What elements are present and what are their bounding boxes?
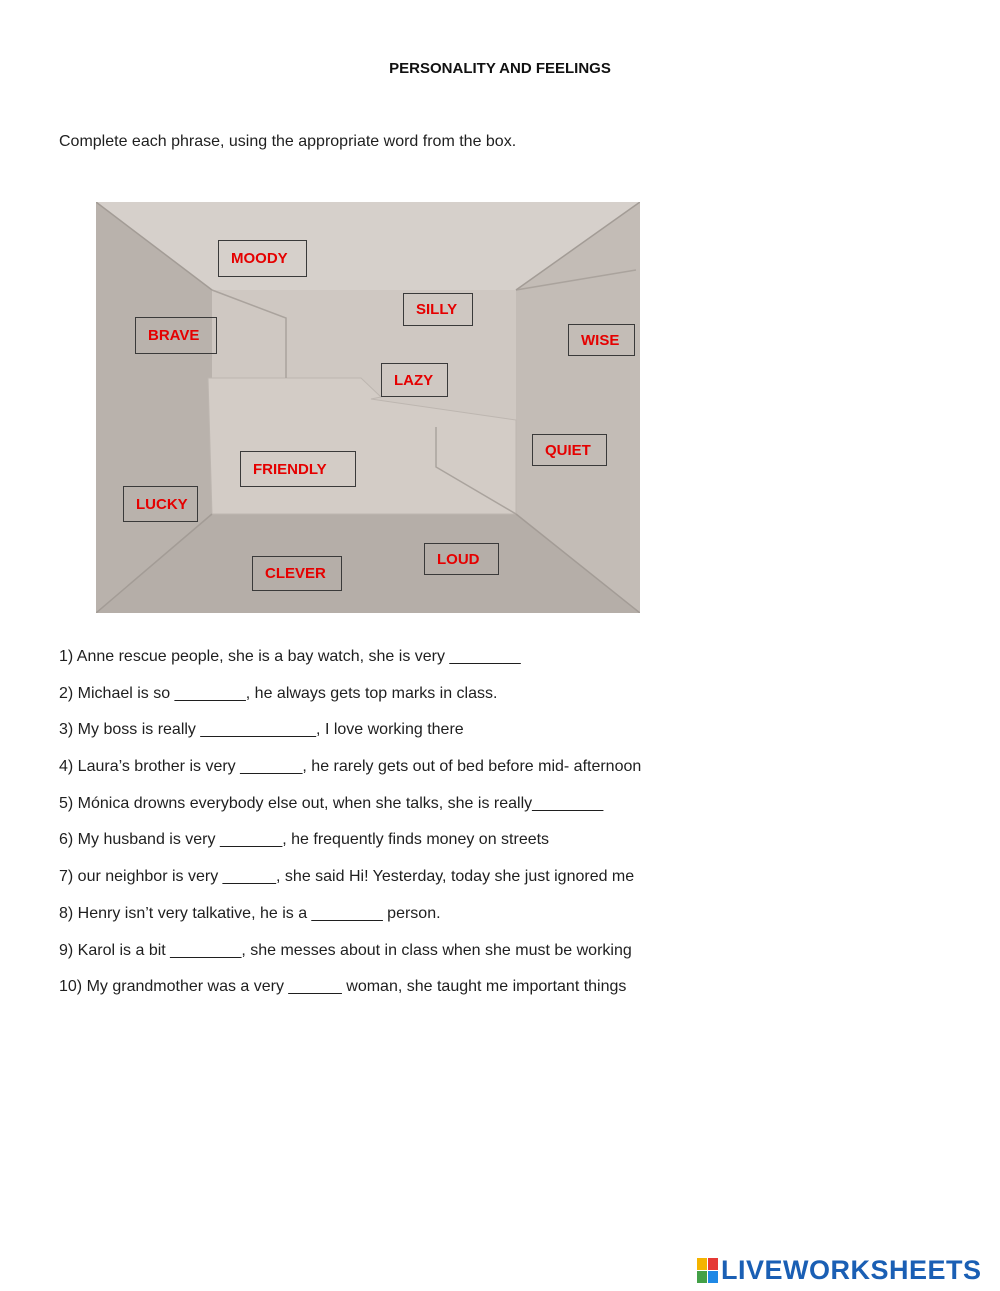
word-box <box>96 202 640 613</box>
word-moody: MOODY <box>218 240 307 277</box>
word-lucky: LUCKY <box>123 486 198 522</box>
word-brave: BRAVE <box>135 317 217 354</box>
question-list <box>59 646 641 1013</box>
logo-text: LIVEWORKSHEETS <box>721 1254 982 1285</box>
word-loud: LOUD <box>424 543 499 575</box>
question-3: 3) My boss is really _____________, I love working there <box>59 721 464 739</box>
word-wise: WISE <box>568 324 635 356</box>
question-6: 6) My husband is very _______, he frequently finds money on streets <box>59 831 550 849</box>
word-quiet: QUIET <box>532 434 607 466</box>
question-7: 7) our neighbor is very ______, she said Hi! Yesterday, today she just ignored me <box>59 868 635 886</box>
liveworksheets-logo <box>697 1256 982 1284</box>
question-9: 9) Karol is a bit ________, she messes about in class when she must be working <box>59 941 632 959</box>
question-10: 10) My grandmother was a very ______ woman, she taught me important things <box>59 978 627 996</box>
word-lazy: LAZY <box>381 363 448 397</box>
word-friendly: FRIENDLY <box>240 451 356 487</box>
word-silly: SILLY <box>403 293 473 326</box>
question-4: 4) Laura’s brother is very _______, he rarely gets out of bed before mid- afternoon <box>59 758 642 776</box>
page-title: PERSONALITY AND FEELINGS <box>389 60 611 77</box>
instructions: Complete each phrase, using the appropriate word from the box. <box>59 133 517 150</box>
question-1: 1) Anne rescue people, she is a bay watch, she is very ________ <box>59 648 521 665</box>
room-background <box>96 202 640 613</box>
logo-blocks-icon <box>697 1258 718 1283</box>
question-8: 8) Henry isn’t very talkative, he is a ________ person. <box>59 904 441 922</box>
question-2: 2) Michael is so ________, he always gets top marks in class. <box>59 684 498 702</box>
question-5: 5) Mónica drowns everybody else out, when she talks, she is really________ <box>59 794 604 812</box>
word-clever: CLEVER <box>252 556 342 591</box>
